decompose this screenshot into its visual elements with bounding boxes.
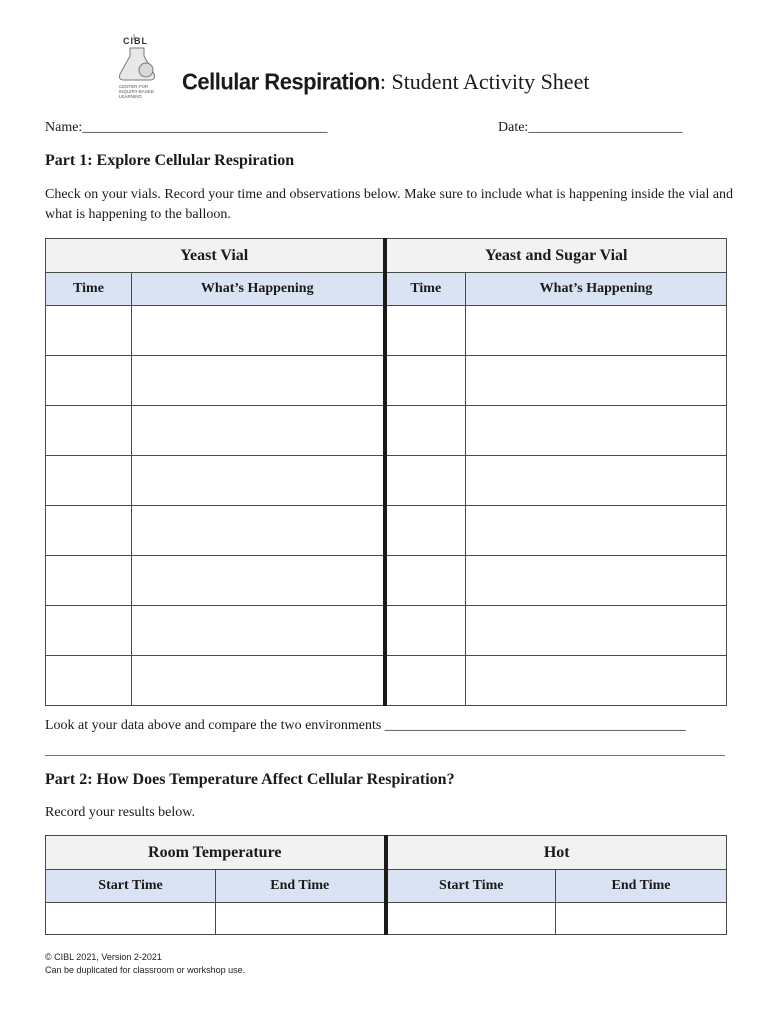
name-field[interactable]: Name:___________________________________ — [45, 120, 328, 135]
table-cell[interactable] — [466, 506, 727, 556]
table-cell[interactable] — [466, 356, 727, 406]
table-cell[interactable] — [132, 306, 385, 356]
table-cell[interactable] — [46, 556, 132, 606]
part2-group-header — [46, 836, 727, 870]
table-row — [46, 606, 727, 656]
table-cell[interactable] — [132, 506, 385, 556]
table-cell[interactable] — [385, 656, 466, 706]
part1-table — [45, 238, 727, 706]
table-cell[interactable] — [46, 606, 132, 656]
table-cell[interactable] — [466, 656, 727, 706]
table-row — [46, 406, 727, 456]
table-cell[interactable] — [385, 406, 466, 456]
table-cell[interactable] — [385, 606, 466, 656]
table-cell[interactable] — [385, 506, 466, 556]
table-cell[interactable] — [132, 456, 385, 506]
table-cell[interactable] — [466, 406, 727, 456]
col-time: Time — [385, 273, 466, 306]
footer-license: Can be duplicated for classroom or workshop use. — [45, 965, 246, 975]
table-cell[interactable] — [132, 556, 385, 606]
col-whats-happening: What’s Happening — [466, 273, 727, 306]
divider — [45, 755, 725, 756]
footer — [45, 951, 245, 977]
col-time: Time — [46, 273, 132, 306]
part2-heading: Part 2: How Does Temperature Affect Cellular Respiration? — [45, 771, 455, 788]
table-cell[interactable] — [46, 656, 132, 706]
title-bold: Cellular Respiration — [182, 68, 380, 95]
table-cell[interactable] — [46, 456, 132, 506]
table-row — [46, 306, 727, 356]
group-hot: Hot — [386, 836, 727, 870]
table-cell[interactable] — [46, 306, 132, 356]
table-cell[interactable] — [46, 903, 216, 935]
table-row — [46, 506, 727, 556]
part2-column-header — [46, 870, 727, 903]
col-whats-happening: What’s Happening — [132, 273, 385, 306]
logo-text: CIBL — [123, 36, 148, 46]
table-cell[interactable] — [385, 556, 466, 606]
table-row — [46, 556, 727, 606]
col-start-time: Start Time — [46, 870, 216, 903]
table-row — [46, 656, 727, 706]
table-cell[interactable] — [132, 656, 385, 706]
table-cell[interactable] — [216, 903, 386, 935]
compare-prompt[interactable]: Look at your data above and compare the two environments ___________________________________________ — [45, 718, 686, 733]
table-row — [46, 456, 727, 506]
table-cell[interactable] — [132, 606, 385, 656]
table-cell[interactable] — [385, 356, 466, 406]
table-cell[interactable] — [466, 606, 727, 656]
title-rest: : Student Activity Sheet — [379, 69, 590, 94]
table-cell[interactable] — [556, 903, 727, 935]
part1-column-header — [46, 273, 727, 306]
part1-group-header — [46, 239, 727, 273]
part1-instructions: Check on your vials. Record your time and observations below. Make sure to include what is happening inside the vial and what is happening to the balloon. — [45, 187, 734, 222]
table-cell[interactable] — [466, 556, 727, 606]
col-end-time: End Time — [556, 870, 727, 903]
table-cell[interactable] — [132, 356, 385, 406]
part2-table — [45, 835, 727, 935]
part1-heading: Part 1: Explore Cellular Respiration — [45, 152, 295, 169]
table-cell[interactable] — [466, 456, 727, 506]
group-room-temperature: Room Temperature — [46, 836, 386, 870]
group-yeast-sugar-vial: Yeast and Sugar Vial — [385, 239, 727, 273]
table-cell[interactable] — [46, 506, 132, 556]
table-row — [46, 356, 727, 406]
part2-instructions: Record your results below. — [45, 805, 195, 820]
footer-copyright: © CIBL 2021, Version 2-2021 — [45, 952, 162, 962]
table-cell[interactable] — [132, 406, 385, 456]
logo-subtext: CENTER FOR INQUIRY-BASED LEARNING — [119, 84, 155, 99]
table-cell[interactable] — [46, 356, 132, 406]
table-cell[interactable] — [46, 406, 132, 456]
table-cell[interactable] — [386, 903, 556, 935]
page-title — [182, 69, 589, 95]
date-field[interactable]: Date:______________________ — [498, 120, 683, 135]
table-cell[interactable] — [466, 306, 727, 356]
col-end-time: End Time — [216, 870, 386, 903]
table-cell[interactable] — [385, 306, 466, 356]
table-row — [46, 903, 727, 935]
group-yeast-vial: Yeast Vial — [46, 239, 385, 273]
col-start-time: Start Time — [386, 870, 556, 903]
table-cell[interactable] — [385, 456, 466, 506]
